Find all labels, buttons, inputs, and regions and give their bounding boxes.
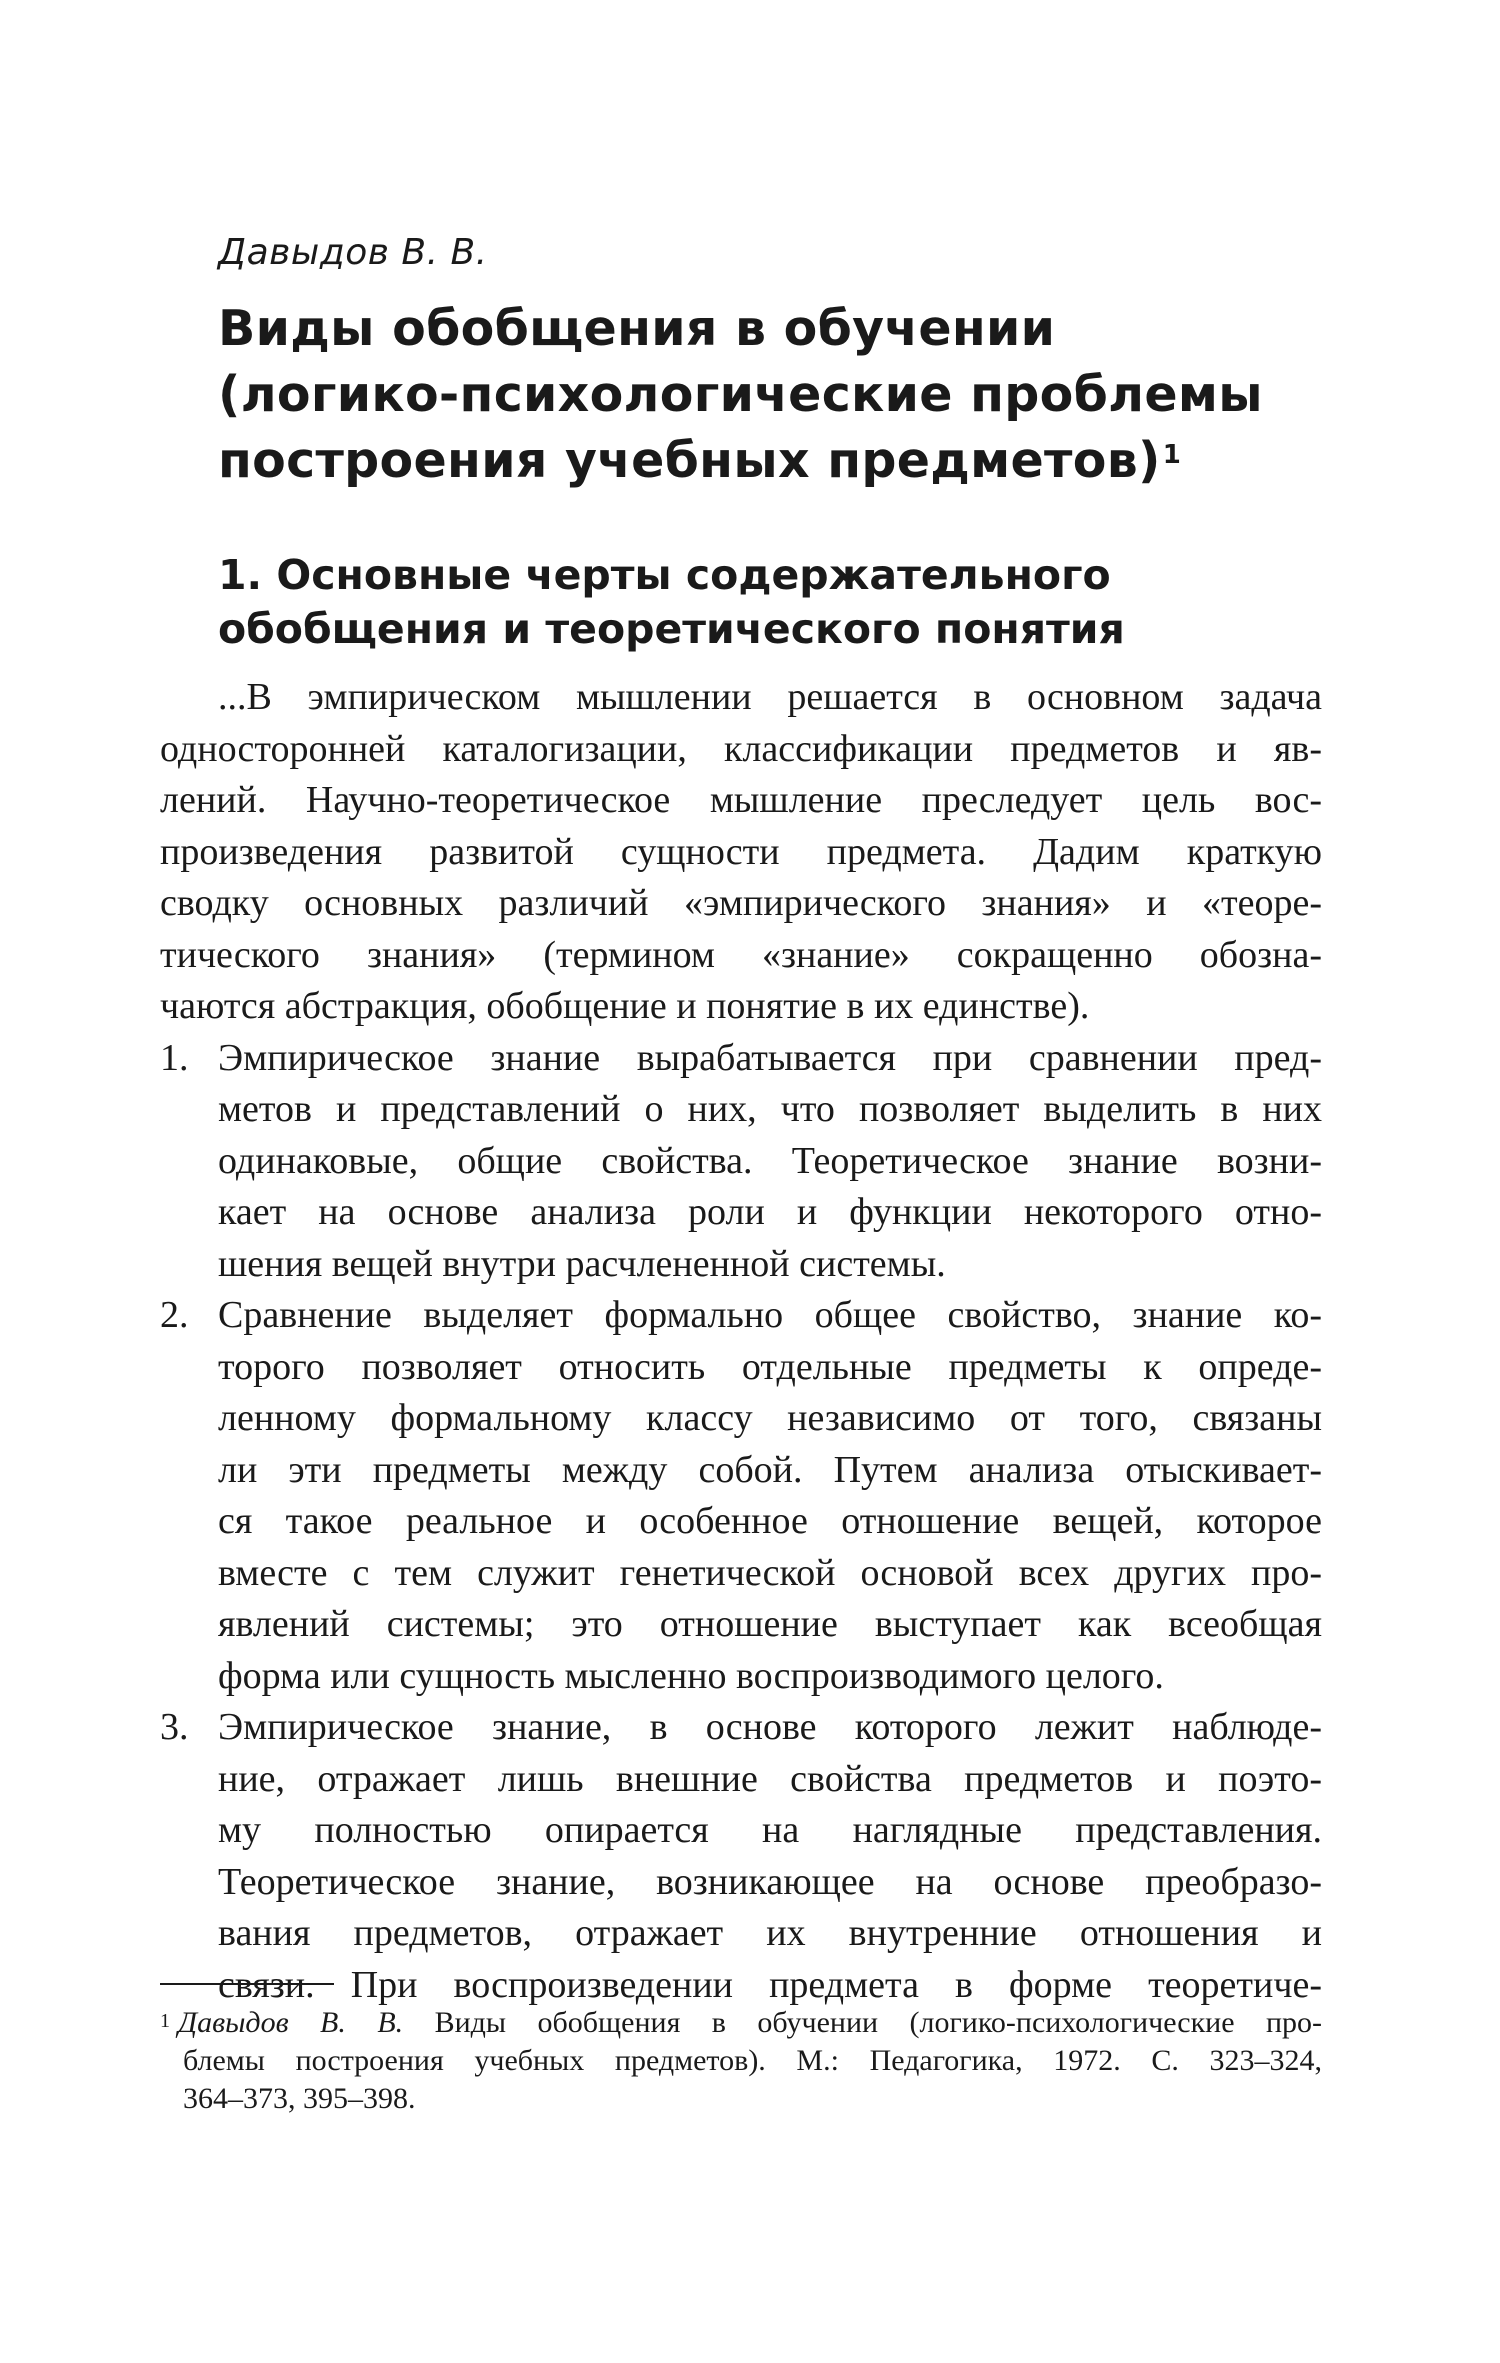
list-line: явлений системы; это отношение выступает как всеобщая xyxy=(218,1603,1322,1645)
paragraph-line: лений. Научно-теоретическое мышление преследует цель вос- xyxy=(160,779,1322,821)
footnote-divider xyxy=(160,1983,334,1985)
list-line: форма или сущность мысленно воспроизводимого целого. xyxy=(218,1654,1164,1697)
author-name: Давыдов В. В. xyxy=(218,232,488,273)
section-heading-line: 1. Основные черты содержательного xyxy=(218,551,1111,599)
list-line: ленному формальному классу независимо от того, связаны xyxy=(218,1397,1322,1439)
list-line: кает на основе анализа роли и функции некоторого отно- xyxy=(218,1191,1322,1233)
list-number: 3. xyxy=(160,1706,189,1748)
footnote-line xyxy=(160,2004,1322,2042)
paragraph-line: сводку основных различий «эмпирического знания» и «теоре- xyxy=(160,882,1322,924)
list-line: связи. При воспроизведении предмета в форме теоретиче- xyxy=(218,1963,1322,2006)
list-line: Эмпирическое знание вырабатывается при сравнении пред- xyxy=(218,1036,1322,1079)
footnote-line: блемы построения учебных предметов). М.: Педагогика, 1972. С. 323–324, xyxy=(183,2044,1322,2077)
list-line: вместе с тем служит генетической основой всех других про- xyxy=(218,1551,1322,1594)
chapter-title xyxy=(218,296,1338,494)
footnote-text: Виды обобщения в обучении (логико-психологические про- xyxy=(403,2006,1322,2039)
list-item-2 xyxy=(160,1290,1322,1702)
list-line: торого позволяет относить отдельные предметы к опреде- xyxy=(218,1345,1322,1388)
list-item-1 xyxy=(160,1033,1322,1291)
footnote xyxy=(160,2004,1322,2118)
body-text xyxy=(160,672,1322,2011)
list-line: Сравнение выделяет формально общее свойство, знание ко- xyxy=(218,1294,1322,1336)
list-item-3 xyxy=(160,1702,1322,2011)
footnote-author: Давыдов В. В. xyxy=(178,2006,404,2039)
title-line-last xyxy=(218,428,1338,494)
list-line: Теоретическое знание, возникающее на основе преобразо- xyxy=(218,1860,1322,1903)
paragraph-line: чаются абстракция, обобщение и понятие в их единстве). xyxy=(160,985,1090,1027)
list-number: 2. xyxy=(160,1294,189,1336)
list-line: ся такое реальное и особенное отношение вещей, которое xyxy=(218,1500,1322,1542)
paragraph-line: односторонней каталогизации, классификации предметов и яв- xyxy=(160,727,1322,770)
list-line: ли эти предметы между собой. Путем анализа отыскивает- xyxy=(218,1448,1322,1491)
intro-paragraph xyxy=(160,672,1322,1033)
list-line: му полностью опирается на наглядные представления. xyxy=(218,1809,1322,1851)
paragraph-line: ...В эмпирическом мышлении решается в основном задача xyxy=(218,676,1322,718)
paragraph-line: произведения развитой сущности предмета. Дадим краткую xyxy=(160,830,1322,873)
section-heading xyxy=(218,548,1125,656)
list-line: одинаковые, общие свойства. Теоретическое знание возни- xyxy=(218,1139,1322,1182)
title-line: Виды обобщения в обучении xyxy=(218,300,1056,357)
list-number: 1. xyxy=(160,1036,189,1079)
title-line-text: построения учебных предметов) xyxy=(218,432,1161,489)
list-line: вания предметов, отражает их внутренние отношения и xyxy=(218,1912,1322,1954)
list-line: метов и представлений о них, что позволяет выделить в них xyxy=(218,1088,1322,1130)
list-line: шения вещей внутри расчлененной системы. xyxy=(218,1242,946,1285)
title-line: (логико-психологические проблемы xyxy=(218,366,1263,423)
footnote-line: 364–373, 395–398. xyxy=(183,2082,416,2115)
footnote-mark: 1 xyxy=(160,2010,170,2032)
title-footnote-mark[interactable]: 1 xyxy=(1162,440,1182,470)
list-line: ние, отражает лишь внешние свойства предметов и поэто- xyxy=(218,1757,1322,1800)
list-line: Эмпирическое знание, в основе которого лежит наблюде- xyxy=(218,1706,1322,1748)
section-heading-line: обобщения и теоретического понятия xyxy=(218,605,1125,653)
paragraph-line: тического знания» (термином «знание» сокращенно обозна- xyxy=(160,933,1322,976)
